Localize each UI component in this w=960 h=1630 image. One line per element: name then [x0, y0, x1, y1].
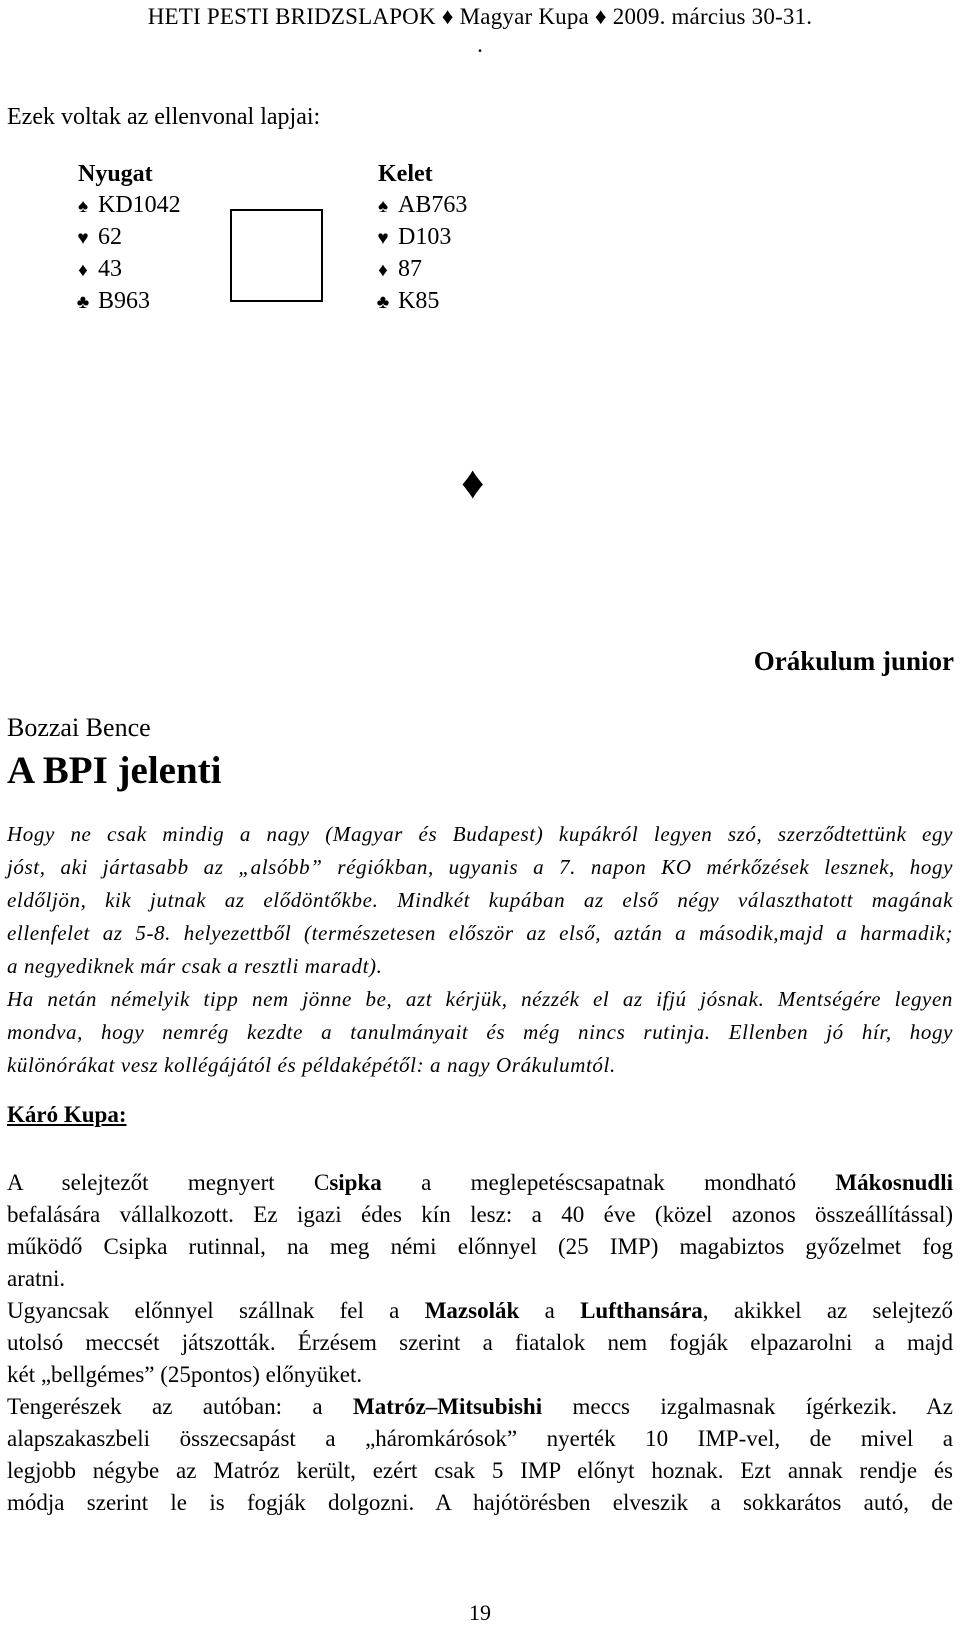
spade-icon: ♠	[77, 196, 89, 217]
heart-icon: ♥	[77, 228, 89, 249]
west-title: Nyugat	[78, 161, 153, 187]
east-diamonds-row	[372, 256, 422, 283]
team-name: Lufthansára	[580, 1298, 703, 1323]
diamond-icon: ♦	[378, 260, 388, 281]
east-hand	[378, 161, 433, 188]
club-icon: ♣	[76, 292, 90, 313]
italic-line: Hogy ne csak mindig a nagy (Magyar és Budapest) kupákról legyen szó, szerződtettünk egy	[7, 822, 953, 846]
body-line: befalására vállalkozott. Ez igazi édes kín lesz: a 40 éve (közel azonos összeállítással)	[7, 1202, 953, 1227]
body-text: a	[519, 1298, 581, 1323]
diamond-ornament-icon: ♦	[461, 457, 485, 508]
italic-line: a negyediknek már csak a resztli maradt).	[7, 954, 383, 978]
body-line: utolsó meccsét játszották. Érzésem szerint a fiatalok nem fogják elpazarolni a majd	[7, 1330, 953, 1355]
italic-line: Ha netán némelyik tipp nem jönne be, azt kérjük, nézzék el az ifjú jósnak. Mentségére legyen	[7, 987, 953, 1011]
team-name: sipka	[329, 1170, 382, 1195]
east-spades: AB763	[398, 192, 468, 218]
diamond-icon: ♦	[78, 260, 88, 281]
article-title: A BPI jelenti	[7, 749, 222, 792]
intro-text: Ezek voltak az ellenvonal lapjai:	[7, 104, 321, 130]
team-name: Mazsolák	[424, 1298, 520, 1323]
section-heading: Káró Kupa:	[7, 1102, 127, 1127]
spade-icon: ♠	[377, 196, 389, 217]
east-clubs-row	[372, 288, 439, 315]
author-name: Bozzai Bence	[7, 713, 151, 742]
italic-line: mondva, hogy nemrég kezdte a tanulmányait és még nincs rutinja. Ellenben jó hír, hogy	[7, 1020, 953, 1044]
body-line: módja szerint le is fogják dolgozni. A hajótörésben elveszik a sokkarátos autó, de	[7, 1490, 953, 1515]
east-hearts-row	[372, 224, 451, 251]
east-spades-row	[372, 192, 467, 219]
west-spades: KD1042	[98, 192, 181, 218]
body-line	[7, 1167, 953, 1199]
table-square	[230, 209, 323, 302]
team-name: Mákosnudli	[835, 1170, 953, 1195]
italic-line: különórákat vesz kollégájától és példaképétől: a nagy Orákulumtól.	[7, 1053, 616, 1077]
italic-line: eldőljön, kik jutnak az elődöntőkbe. Mindkét kupában az első négy választhatott magának	[7, 888, 953, 912]
match-name: Matróz–Mitsubishi	[353, 1394, 543, 1419]
east-hearts: D103	[398, 224, 452, 250]
body-line: alapszakaszbeli összecsapást a „háromkárósok” nyerték 10 IMP-vel, de mivel a	[7, 1426, 953, 1451]
club-icon: ♣	[376, 292, 390, 313]
east-title: Kelet	[378, 161, 433, 187]
west-spades-row	[72, 192, 181, 219]
italic-intro	[7, 818, 953, 1082]
east-clubs: K85	[398, 288, 440, 314]
body-line	[7, 1391, 953, 1423]
body-line: működő Csipka rutinnal, na meg némi előnnyel (25 IMP) magabiztos győzelmet fog	[7, 1234, 953, 1259]
header-dot: .	[477, 32, 483, 57]
body-text: , akikkel az selejtező	[702, 1298, 953, 1323]
west-diamonds: 43	[98, 256, 122, 282]
italic-line: ellenfelet az 5-8. helyezettből (természetesen először az első, aztán a második,majd a harmadik;	[7, 921, 953, 945]
west-clubs: B963	[98, 288, 151, 314]
west-clubs-row	[72, 288, 150, 315]
body-text: A selejtezőt megnyert C	[7, 1170, 330, 1195]
body-line: aratni.	[7, 1266, 66, 1291]
heart-icon: ♥	[377, 228, 389, 249]
article-body	[7, 1167, 953, 1519]
page-header: HETI PESTI BRIDZSLAPOK ♦ Magyar Kupa ♦ 2009. március 30-31.	[147, 4, 813, 29]
body-text: Ugyancsak előnnyel szállnak fel a	[7, 1298, 425, 1323]
body-line: két „bellgémes” (25pontos) előnyüket.	[7, 1362, 363, 1387]
page-number: 19	[469, 1600, 491, 1625]
body-line	[7, 1295, 953, 1327]
column-title: Orákulum junior	[753, 646, 954, 676]
west-hearts: 62	[98, 224, 122, 250]
west-hearts-row	[72, 224, 122, 251]
west-diamonds-row	[72, 256, 122, 283]
body-text: meccs izgalmasnak ígérkezik. Az	[542, 1394, 953, 1419]
east-diamonds: 87	[398, 256, 422, 282]
body-line: legjobb négybe az Matróz került, ezért csak 5 IMP előnyt hoznak. Ezt annak rendje és	[7, 1458, 953, 1483]
body-text: Tengerészek az autóban: a	[7, 1394, 354, 1419]
west-hand	[78, 161, 153, 188]
body-text: a meglepetéscsapatnak mondható	[381, 1170, 836, 1195]
italic-line: jóst, aki jártasabb az „alsóbb” régiókban, ugyanis a 7. napon KO mérkőzések lesznek, hogy	[7, 855, 953, 879]
